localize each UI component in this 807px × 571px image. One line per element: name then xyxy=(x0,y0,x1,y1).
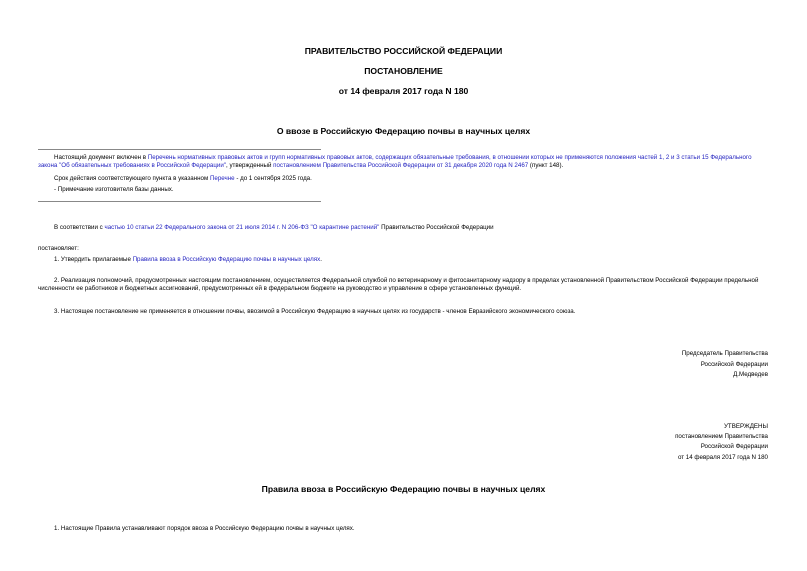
perechen-link[interactable]: Перечень нормативных правовых актов и групп нормативных правовых актов, содержащих обязательные требования, в отношении которых не применяются положения частей 1, 2 и 3 статьи 15 Федерального закона "Об обязательных требованиях в Российской Федерации" xyxy=(38,154,752,170)
doc-type-heading: ПОСТАНОВЛЕНИЕ xyxy=(364,66,443,76)
org-heading: ПРАВИТЕЛЬСТВО РОССИЙСКОЙ ФЕДЕРАЦИИ xyxy=(304,46,503,56)
preamble-text: В соответствии с xyxy=(54,224,105,231)
signature-line-2: Российской Федерации xyxy=(700,361,768,368)
law-206-link[interactable]: частью 10 статьи 22 Федерального закона от 21 июля 2014 г. N 206-ФЗ "О карантине растений" xyxy=(104,224,380,231)
item-3: 3. Настоящее постановление не применяется в отношении почвы, ввозимой в Российскую Федерацию в научных целях из государств - членов Евразийского экономического союза. xyxy=(54,308,576,315)
note-text: - до 1 сентября 2025 года. xyxy=(234,175,312,182)
item-1 xyxy=(54,256,770,264)
note-paragraph-1 xyxy=(38,154,770,171)
note-paragraph-2 xyxy=(54,175,754,183)
item-text: 1. Утвердить прилагаемые xyxy=(54,256,133,263)
note-bottom-rule xyxy=(38,201,321,202)
document-title: О ввозе в Российскую Федерацию почвы в научных целях xyxy=(276,126,531,136)
signature-line-1: Председатель Правительства xyxy=(681,350,768,357)
resolves-label: постановляет: xyxy=(38,245,79,252)
note-text: Срок действия соответствующего пункта в указанном xyxy=(54,175,210,182)
item-text: . xyxy=(320,256,322,263)
approved-line-1: УТВЕРЖДЕНЫ xyxy=(724,423,768,430)
preamble xyxy=(54,224,770,232)
approved-line-4: от 14 февраля 2017 года N 180 xyxy=(677,454,768,461)
note-text: (пункт 148). xyxy=(528,162,564,170)
signature-name: Д.Медведев xyxy=(733,371,768,378)
approved-line-3: Российской Федерации xyxy=(700,443,768,450)
rules-title: Правила ввоза в Российскую Федерацию почвы в научных целях xyxy=(261,484,546,494)
date-number-heading: от 14 февраля 2017 года N 180 xyxy=(338,86,469,96)
perechne-link[interactable]: Перечне xyxy=(209,175,235,182)
note-text: , утвержденный xyxy=(226,162,274,170)
preamble-text: Правительство Российской Федерации xyxy=(379,224,494,231)
rules-link[interactable]: Правила ввоза в Российскую Федерацию почвы в научных целях xyxy=(132,256,321,263)
item-2: 2. Реализация полномочий, предусмотренных настоящим постановлением, осуществляется Федеральной службой по ветеринарному и фитосанитарному надзору в пределах установленной Правительством Российской Федерации предельной численности ее работников и бюджетных ассигнований, предусмотренных ей в федеральном бюджете на руководство и управление в сфере установленных функций. xyxy=(38,277,759,293)
approved-line-2: постановлением Правительства xyxy=(675,433,768,440)
postanovlenie-2467-link[interactable]: постановлением Правительства Российской Федерации от 31 декабря 2020 года N 2467 xyxy=(273,162,529,170)
note-top-rule xyxy=(38,149,321,150)
note-paragraph-3: - Примечание изготовителя базы данных. xyxy=(54,186,174,193)
note-text: Настоящий документ включен в xyxy=(54,154,148,161)
rules-item-1: 1. Настоящие Правила устанавливают порядок ввоза в Российскую Федерацию почвы в научных целях. xyxy=(54,525,355,532)
